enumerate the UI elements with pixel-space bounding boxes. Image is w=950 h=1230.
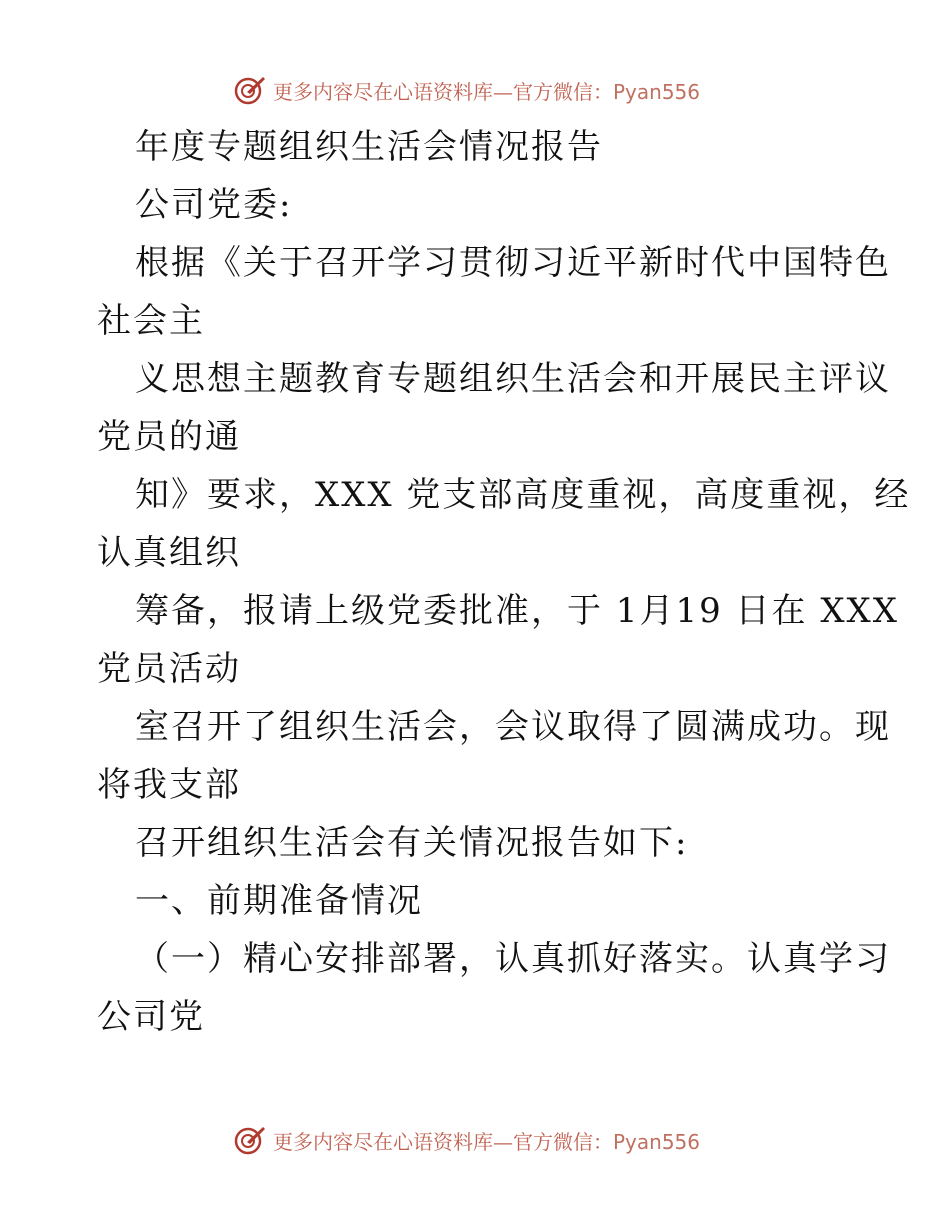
document-line: 将我支部 xyxy=(97,765,241,805)
document-line: 室召开了组织生活会，会议取得了圆满成功。现 xyxy=(135,707,891,747)
document-line: 公司党 xyxy=(97,997,205,1037)
document-line: 召开组织生活会有关情况报告如下: xyxy=(135,823,689,863)
document-line: 党员活动 xyxy=(97,649,241,689)
header-wechat-id: Pyan556 xyxy=(613,79,701,104)
document-line: 知》要求，XXX 党支部高度重视，高度重视，经 xyxy=(135,475,911,515)
document-line: （一）精心安排部署，认真抓好落实。认真学习 xyxy=(135,939,891,979)
document-line: 根据《关于召开学习贯彻习近平新时代中国特色 xyxy=(135,243,891,283)
document-line: 公司党委: xyxy=(135,185,293,225)
document-line: 筹备，报请上级党委批准，于 1月19 日在 XXX xyxy=(135,591,899,631)
pen-logo-icon xyxy=(233,1123,267,1157)
document-line: 社会主 xyxy=(97,301,205,341)
footer-wechat-id: Pyan556 xyxy=(613,1129,701,1154)
document-line: 一、前期准备情况 xyxy=(135,881,423,921)
document-body xyxy=(97,118,911,1046)
pen-logo-icon xyxy=(233,73,267,107)
document-line: 义思想主题教育专题组织生活会和开展民主评议 xyxy=(135,359,891,399)
footer-banner xyxy=(233,1120,700,1160)
footer-banner-text: 更多内容尽在心语资料库—官方微信：Pyan556 xyxy=(273,1129,701,1154)
document-line: 年度专题组织生活会情况报告 xyxy=(135,127,603,167)
header-banner xyxy=(233,70,700,110)
document-line: 认真组织 xyxy=(97,533,241,573)
header-banner-text: 更多内容尽在心语资料库—官方微信：Pyan556 xyxy=(273,79,701,104)
document-line: 党员的通 xyxy=(97,417,241,457)
